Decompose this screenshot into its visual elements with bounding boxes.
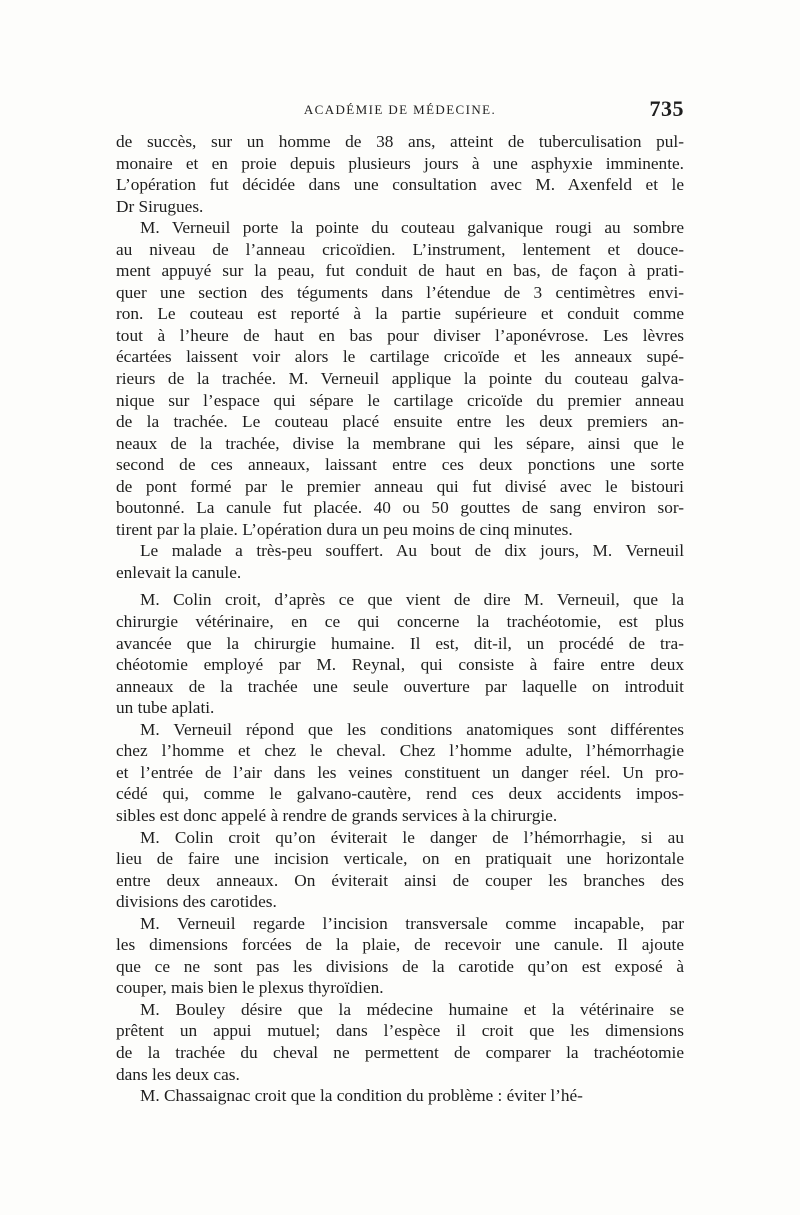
text-line: tout à l’heure de haut en bas pour diviser l’aponévrose. Les lèvres <box>116 325 684 345</box>
text-line: chirurgie vétérinaire, en ce qui concerne la trachéotomie, est plus <box>116 612 684 632</box>
text-line: chéotomie employé par M. Reynal, qui consiste à faire entre deux <box>116 655 684 675</box>
text-line: monaire et en proie depuis plusieurs jours à une asphyxie imminente. <box>116 153 684 173</box>
text-line: neaux de la trachée, divise la membrane qui les sépare, ainsi que le <box>116 433 684 453</box>
text-line: de la trachée. Le couteau placé ensuite entre les deux premiers an- <box>116 412 684 432</box>
text-line: cédé qui, comme le galvano-cautère, rend ces deux accidents impos- <box>116 784 684 804</box>
text-line: sibles est donc appelé à rendre de grands services à la chirurgie. <box>116 805 558 825</box>
text-line: ment appuyé sur la peau, fut conduit de haut en bas, de façon à prati- <box>116 261 684 281</box>
text-line: quer une section des téguments dans l’étendue de 3 centimètres envi- <box>116 282 684 302</box>
running-header <box>116 96 684 124</box>
paragraph-start-line: M. Bouley désire que la médecine humaine et la vétérinaire se <box>140 999 684 1019</box>
paragraph-start-line: M. Colin croit, d’après ce que vient de dire M. Verneuil, que la <box>140 590 684 610</box>
text-line: Dr Sirugues. <box>116 196 204 216</box>
text-line: entre deux anneaux. On éviterait ainsi de couper les branches des <box>116 870 684 890</box>
text-line: second de ces anneaux, laissant entre ces deux ponctions une sorte <box>116 455 684 475</box>
text-line: L’opération fut décidée dans une consultation avec M. Axenfeld et le <box>116 175 684 195</box>
text-line: anneaux de la trachée une seule ouverture par laquelle on introduit <box>116 676 684 696</box>
text-line: prêtent un appui mutuel; dans l’espèce il croit que les dimensions <box>116 1021 684 1041</box>
paragraph-start-line: Le malade a très-peu souffert. Au bout de dix jours, M. Verneuil <box>140 541 684 561</box>
paragraph-start-line: M. Chassaignac croit que la condition du problème : éviter l’hé- <box>140 1086 583 1106</box>
text-line: un tube aplati. <box>116 698 215 718</box>
paragraph-start-line: M. Verneuil regarde l’incision transversale comme incapable, par <box>140 913 684 933</box>
text-line: nique sur l’espace qui sépare le cartilage cricoïde du premier anneau <box>116 390 684 410</box>
text-line: couper, mais bien le plexus thyroïdien. <box>116 978 384 998</box>
text-line: tirent par la plaie. L’opération dura un peu moins de cinq minutes. <box>116 519 573 539</box>
running-title: ACADÉMIE DE MÉDECINE. <box>303 102 497 117</box>
text-line: de succès, sur un homme de 38 ans, atteint de tuberculisation pul- <box>116 132 684 151</box>
page-number: 735 <box>649 96 684 121</box>
paragraph-start-line: M. Colin croit qu’on éviterait le danger de l’hémorrhagie, si au <box>140 827 684 847</box>
text-line: au niveau de l’anneau cricoïdien. L’instrument, lentement et douce- <box>116 239 684 259</box>
text-line: rieurs de la trachée. M. Verneuil applique la pointe du couteau galva- <box>116 369 684 389</box>
text-line: enlevait la canule. <box>116 562 242 582</box>
text-line: ron. Le couteau est reporté à la partie supérieure et conduit comme <box>116 304 684 324</box>
text-line: et l’entrée de l’air dans les veines constituent un danger réel. Un pro- <box>116 762 684 782</box>
text-line: de pont formé par le premier anneau qui fut divisé avec le bistouri <box>116 476 684 496</box>
paragraph-start-line: M. Verneuil répond que les conditions anatomiques sont différentes <box>140 719 684 739</box>
text-line: lieu de faire une incision verticale, on en pratiquait une horizontale <box>116 849 684 869</box>
paragraph-start-line: M. Verneuil porte la pointe du couteau galvanique rougi au sombre <box>140 218 684 238</box>
text-line: divisions des carotides. <box>116 892 277 912</box>
text-line: les dimensions forcées de la plaie, de recevoir une canule. Il ajoute <box>116 935 684 955</box>
text-line: écartées laissent voir alors le cartilage cricoïde et les anneaux supé- <box>116 347 684 367</box>
text-line: boutonné. La canule fut placée. 40 ou 50 gouttes de sang environ sor- <box>116 498 684 518</box>
text-line: dans les deux cas. <box>116 1064 240 1084</box>
text-line: de la trachée du cheval ne permettent de comparer la trachéotomie <box>116 1042 684 1062</box>
body-text <box>116 131 684 1107</box>
text-line: avancée que la chirurgie humaine. Il est, dit-il, un procédé de tra- <box>116 633 684 653</box>
text-line: chez l’homme et chez le cheval. Chez l’homme adulte, l’hémorrhagie <box>116 741 684 761</box>
text-line: que ce ne sont pas les divisions de la carotide qu’on est exposé à <box>116 956 684 976</box>
